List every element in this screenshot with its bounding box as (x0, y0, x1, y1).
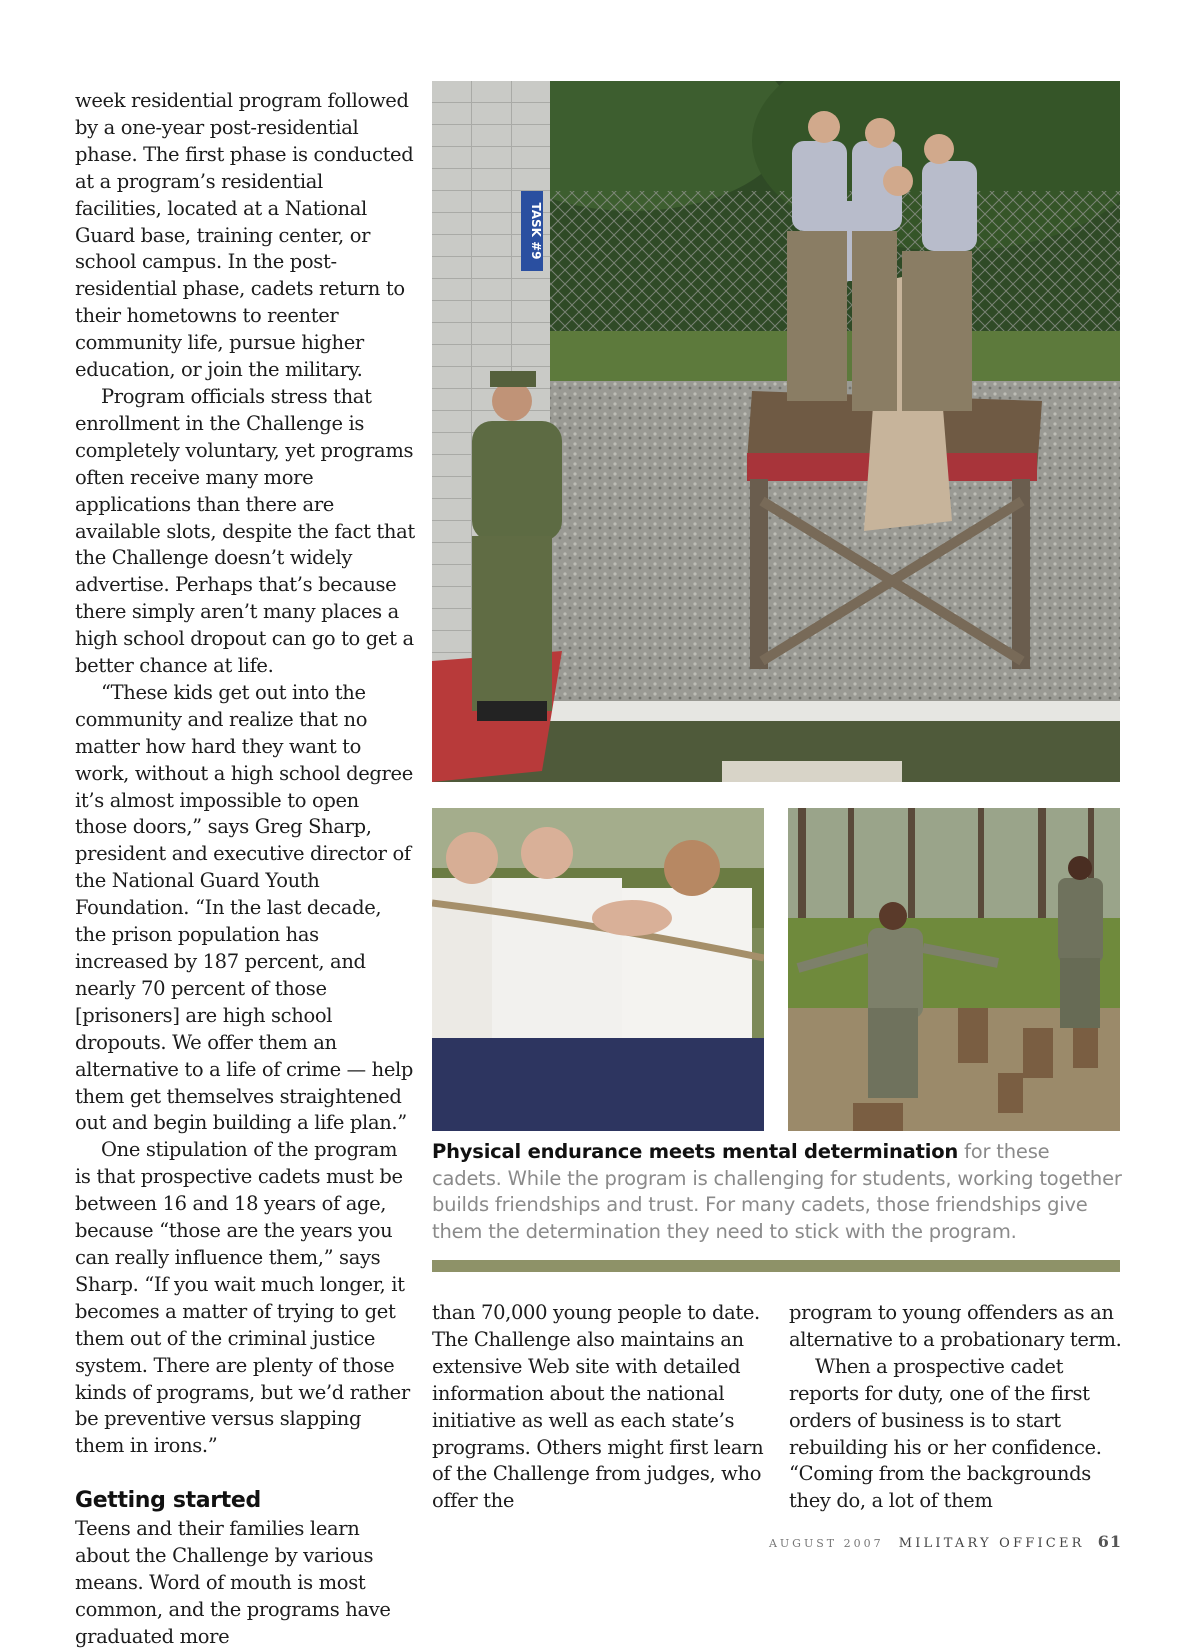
paragraph: Program officials stress that enrollment in the Challenge is completely voluntary, yet programs often receive many more applications than there are available slots, despite the fact that the Challenge doesn’t widely advertise. Perhaps that’s because there simply aren’t many places a high school dropout can go to get a better chance at life. (75, 384, 415, 678)
page-footer (769, 1532, 1122, 1551)
magazine-name: MILITARY OFFICER (898, 1536, 1085, 1551)
issue-date: AUGUST 2007 (768, 1537, 884, 1550)
photo-obstacle-platform (432, 81, 1120, 782)
caption-text: for these cadets. While the program is challenging for students, working together builds friendships and trust. For many cadets, those friendships give them the determination they need to stick with the program. (432, 1140, 1122, 1243)
divider-rule (432, 1260, 1120, 1272)
paragraph: One stipulation of the program is that prospective cadets must be between 16 and 18 years of age, because “those are the years you can really influence them,” says Sharp. “If you wait much longer, it becomes a matter of trying to get them out of the criminal justice system. There are plenty of those kinds of programs, but we’d rather be preventive versus slapping them in irons.” (75, 1138, 410, 1458)
caption-lead: Physical endurance meets mental determination (432, 1140, 959, 1163)
task-sign-label: TASK #9 (529, 202, 543, 260)
paragraph: “These kids get out into the community and realize that no matter how hard they want to work, without a high school degree it’s almost impossible to open those doors,” says Greg Sharp, president and executive director of the National Guard Youth Foundation. “In the last decade, the prison population has increased by 187 percent, and nearly 70 percent of those [prisoners] are high school dropouts. We offer them an alternative to a life of crime — help them get themselves straightened out and begin building a life plan.” (75, 680, 414, 1135)
right-text-column (789, 1300, 1123, 1515)
photo-balance-course (788, 808, 1120, 1131)
paragraph: When a prospective cadet reports for duty, one of the first orders of business is to start rebuilding his or her confidence. “Coming from the backgrounds they do, a lot of them (789, 1354, 1102, 1513)
photo-tug-of-war (432, 808, 764, 1131)
middle-text-column (432, 1300, 766, 1515)
page-number: 61 (1097, 1532, 1122, 1551)
section-heading: Getting started (75, 1488, 261, 1514)
paragraph: Teens and their families learn about the Challenge by various means. Word of mouth is most common, and the programs have graduated more (75, 1517, 391, 1648)
photo-caption (432, 1139, 1122, 1245)
paragraph: program to young offenders as an alternative to a probationary term. (789, 1301, 1122, 1351)
paragraph: than 70,000 young people to date. The Challenge also maintains an extensive Web site with detailed information about the national initiative as well as each state’s programs. Others might first learn of the Challenge from judges, who offer the (432, 1301, 764, 1513)
paragraph: week residential program followed by a one-year post-residential phase. The first phase is conducted at a program’s residential facilities, located at a National Guard base, training center, or school campus. In the post-residential phase, cadets return to their hometowns to reenter community life, pursue higher education, or join the military. (75, 89, 414, 382)
left-text-column (75, 88, 415, 1651)
